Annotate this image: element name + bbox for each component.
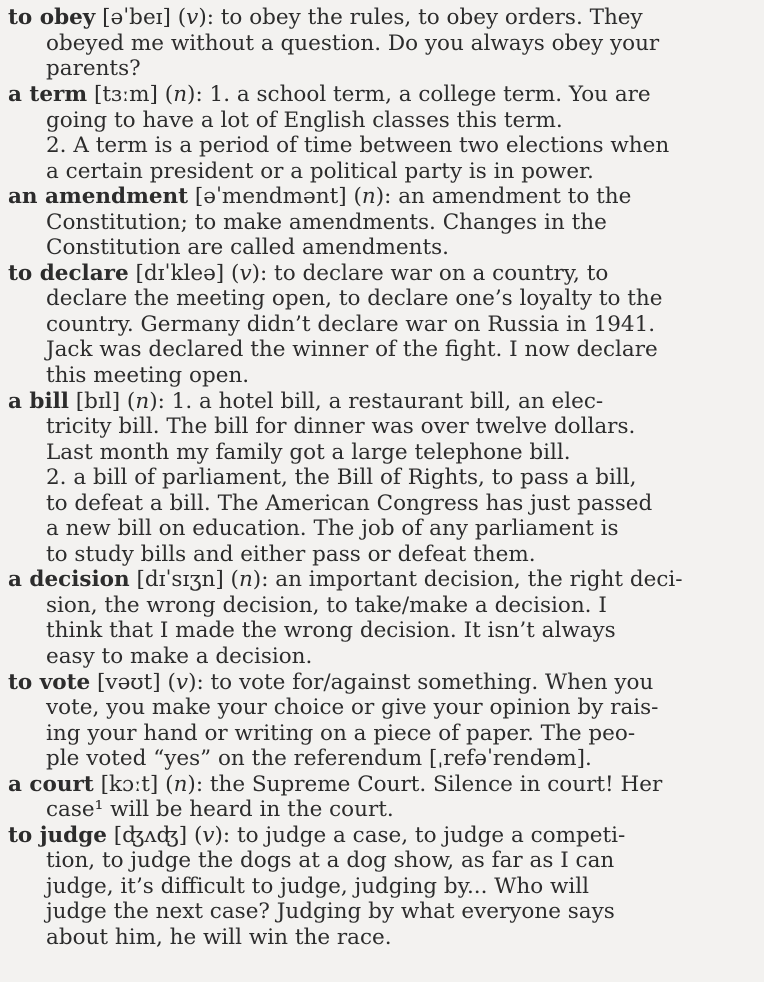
entry-bill-line-6: a new bill on education. The job of any parliament is xyxy=(46,516,619,541)
definition-text: : the Supreme Court. Silence in court! Her xyxy=(195,772,663,797)
part-of-speech: n xyxy=(135,389,150,414)
entry-decision-line-1: a decision [dɪˈsɪʒn] (n): an important decision, the right deci- xyxy=(8,567,683,592)
part-of-speech: n xyxy=(173,772,188,797)
definition-text: : 1. a hotel bill, a restaurant bill, an elec- xyxy=(157,389,604,414)
entry-judge-line-1: to judge [ʤʌʤ] (v): to judge a case, to judge a competi- xyxy=(8,823,626,848)
entry-bill-line-7: to study bills and either pass or defeat them. xyxy=(46,542,536,567)
phonetic: [ʤʌʤ] xyxy=(113,823,188,848)
entry-term-line-4: a certain president or a political party is in power. xyxy=(46,159,594,184)
definition-text: : to vote for/against something. When you xyxy=(196,670,654,695)
headword: to judge xyxy=(8,823,107,848)
headword: a bill xyxy=(8,389,69,414)
phonetic: [dɪˈsɪʒn] xyxy=(136,567,224,592)
entry-vote-line-4: ple voted “yes” on the referendum [ˌrefəˈrendəm]. xyxy=(46,746,592,771)
part-of-speech: v xyxy=(202,823,215,848)
entry-bill-line-5: to defeat a bill. The American Congress has just passed xyxy=(46,491,653,516)
entry-vote-line-2: vote, you make your choice or give your opinion by rais- xyxy=(46,695,659,720)
part-of-speech: v xyxy=(175,670,189,695)
phonetic: [tɜːm] xyxy=(93,82,158,107)
headword: a court xyxy=(8,772,94,797)
part-of-speech: v xyxy=(239,261,252,286)
entry-declare-line-2: declare the meeting open, to declare one’s loyalty to the xyxy=(46,286,663,311)
definition-text: : to declare war on a country, to xyxy=(259,261,609,286)
definition-text: : 1. a school term, a college term. You are xyxy=(195,82,651,107)
entry-judge-line-4: judge the next case? Judging by what everyone says xyxy=(46,899,615,924)
definition-text: : an amendment to the xyxy=(384,184,632,209)
entry-bill-line-4: 2. a bill of parliament, the Bill of Rights, to pass a bill, xyxy=(46,465,637,490)
headword: to obey xyxy=(8,5,96,30)
phonetic: [əˈmendmənt] xyxy=(194,184,347,209)
entry-decision-line-3: think that I made the wrong decision. It isn’t always xyxy=(46,618,616,643)
entry-court-line-1: a court [kɔːt] (n): the Supreme Court. Silence in court! Her xyxy=(8,772,663,797)
phonetic: [əˈbeɪ] xyxy=(102,5,171,30)
entry-judge-line-3: judge, it’s difficult to judge, judging by... Who will xyxy=(46,874,590,899)
entry-bill-line-3: Last month my family got a large telephone bill. xyxy=(46,440,571,465)
phonetic: [dɪˈkleə] xyxy=(135,261,225,286)
entry-term-line-2: going to have a lot of English classes this term. xyxy=(46,108,563,133)
part-of-speech: n xyxy=(361,184,376,209)
definition-text: : to judge a case, to judge a competi- xyxy=(222,823,626,848)
headword: a decision xyxy=(8,567,130,592)
headword: to vote xyxy=(8,670,91,695)
entry-decision-line-4: easy to make a decision. xyxy=(46,644,313,669)
headword: to declare xyxy=(8,261,129,286)
entry-vote-line-3: ing your hand or writing on a piece of paper. The peo- xyxy=(46,721,636,746)
entry-declare-line-3: country. Germany didn’t declare war on Russia in 1941. xyxy=(46,312,656,337)
headword: a term xyxy=(8,82,88,107)
entry-obey-line-1: to obey [əˈbeɪ] (v): to obey the rules, to obey orders. They xyxy=(8,5,643,30)
entry-obey-line-2: obeyed me without a question. Do you always obey your xyxy=(46,31,660,56)
entry-term-line-3: 2. A term is a period of time between two elections when xyxy=(46,133,670,158)
entry-vote-line-1: to vote [vəʊt] (v): to vote for/against something. When you xyxy=(8,670,654,695)
entry-obey-line-3: parents? xyxy=(46,56,141,81)
entry-declare-line-5: this meeting open. xyxy=(46,363,250,388)
entry-court-line-2: case¹ will be heard in the court. xyxy=(46,797,394,822)
part-of-speech: v xyxy=(186,5,199,30)
part-of-speech: n xyxy=(238,567,253,592)
entry-bill-line-2: tricity bill. The bill for dinner was over twelve dollars. xyxy=(46,414,636,439)
definition-text: : an important decision, the right deci- xyxy=(261,567,683,592)
phonetic: [vəʊt] xyxy=(97,670,161,695)
phonetic: [kɔːt] xyxy=(100,772,159,797)
definition-text: : to obey the rules, to obey orders. They xyxy=(206,5,643,30)
entry-judge-line-2: tion, to judge the dogs at a dog show, as far as I can xyxy=(46,848,615,873)
entry-declare-line-4: Jack was declared the winner of the fight. I now declare xyxy=(46,337,658,362)
entry-amendment-line-2: Constitution; to make amendments. Changes in the xyxy=(46,210,607,235)
entry-decision-line-2: sion, the wrong decision, to take/make a decision. I xyxy=(46,593,607,618)
entry-amendment-line-3: Constitution are called amendments. xyxy=(46,235,450,260)
entry-term-line-1: a term [tɜːm] (n): 1. a school term, a college term. You are xyxy=(8,82,651,107)
headword: an amendment xyxy=(8,184,189,209)
part-of-speech: n xyxy=(173,82,188,107)
entry-declare-line-1: to declare [dɪˈkleə] (v): to declare war on a country, to xyxy=(8,261,609,286)
entry-judge-line-5: about him, he will win the race. xyxy=(46,925,392,950)
entry-bill-line-1: a bill [bɪl] (n): 1. a hotel bill, a restaurant bill, an elec- xyxy=(8,389,604,414)
phonetic: [bɪl] xyxy=(75,389,121,414)
entry-amendment-line-1: an amendment [əˈmendmənt] (n): an amendment to the xyxy=(8,184,632,209)
